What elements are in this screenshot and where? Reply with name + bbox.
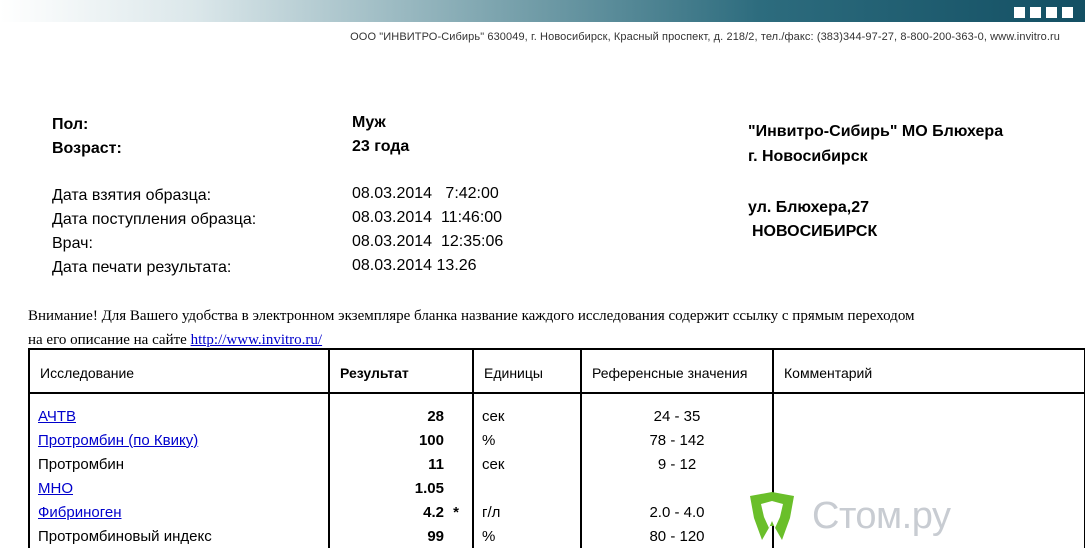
lab-city-caps: НОВОСИБИРСК xyxy=(752,223,878,240)
sample-received-label: Дата поступления образца: xyxy=(52,211,257,228)
result-value: 99 xyxy=(427,527,444,545)
result-cell xyxy=(329,476,473,500)
banner-square xyxy=(1030,7,1041,18)
table-header-row xyxy=(29,349,1085,393)
test-name-cell xyxy=(29,500,329,524)
reference-cell: 80 - 120 xyxy=(581,524,773,548)
notice-line-1: Внимание! Для Вашего удобства в электронном экземпляре бланка название каждого исследования содержит ссылку с прямым переходом xyxy=(28,308,915,324)
sample-taken-value: 08.03.2014 7:42:00 xyxy=(352,185,499,202)
result-value: 11 xyxy=(428,455,444,473)
test-name-cell: Протромбин xyxy=(29,452,329,476)
notice xyxy=(28,304,1028,352)
reference-cell xyxy=(581,476,773,500)
unit-cell: % xyxy=(473,428,581,452)
unit-cell: сек xyxy=(473,452,581,476)
header-test: Исследование xyxy=(29,349,329,393)
result-cell xyxy=(329,452,473,476)
header-units: Единицы xyxy=(473,349,581,393)
watermark-text: Стом.ру xyxy=(812,494,951,537)
test-name-cell xyxy=(29,476,329,500)
doctor-value: 08.03.2014 12:35:06 xyxy=(352,233,504,250)
unit-cell: сек xyxy=(473,393,581,428)
comment-cell xyxy=(773,428,1085,452)
doctor-label: Врач: xyxy=(52,235,93,252)
unit-cell xyxy=(473,476,581,500)
test-name-cell xyxy=(29,428,329,452)
age-value: 23 года xyxy=(352,138,410,155)
reference-cell: 9 - 12 xyxy=(581,452,773,476)
banner-square xyxy=(1014,7,1025,18)
lab-city: г. Новосибирск xyxy=(748,148,868,165)
company-line: ООО "ИНВИТРО-Сибирь" 630049, г. Новосибирск, Красный проспект, д. 218/2, тел./факс: (383)344-97-27, 8-800-200-363-0, www.invitro.ru xyxy=(350,31,1060,43)
header-comment: Комментарий xyxy=(773,349,1085,393)
sex-label: Пол: xyxy=(52,116,89,133)
header-banner xyxy=(0,0,1085,22)
unit-cell: г/л xyxy=(473,500,581,524)
result-cell xyxy=(329,500,473,524)
test-name-cell xyxy=(29,393,329,428)
printed-label: Дата печати результата: xyxy=(52,259,232,276)
reference-cell: 78 - 142 xyxy=(581,428,773,452)
sex-value: Муж xyxy=(352,114,386,131)
result-flag: * xyxy=(453,503,459,521)
unit-cell: % xyxy=(473,524,581,548)
banner-squares xyxy=(1014,7,1073,18)
result-value: 4.2 xyxy=(423,503,444,521)
lab-name: "Инвитро-Сибирь" МО Блюхера xyxy=(748,123,1004,140)
age-label: Возраст: xyxy=(52,140,122,157)
banner-square xyxy=(1062,7,1073,18)
comment-cell xyxy=(773,452,1085,476)
printed-value: 08.03.2014 13.26 xyxy=(352,257,477,274)
lab-street: ул. Блюхера,27 xyxy=(748,199,869,216)
test-link-prothrombin-quick[interactable]: Протромбин (по Квику) xyxy=(38,431,199,449)
sample-taken-label: Дата взятия образца: xyxy=(52,187,212,204)
table-row xyxy=(29,393,1085,428)
invitro-link[interactable]: http://www.invitro.ru/ xyxy=(190,332,323,348)
table-row xyxy=(29,428,1085,452)
test-link-aptt[interactable]: АЧТВ xyxy=(38,407,76,425)
result-cell xyxy=(329,524,473,548)
notice-line-2-text: на его описание на сайте xyxy=(28,332,191,348)
watermark xyxy=(746,490,950,542)
header-reference: Референсные значения xyxy=(581,349,773,393)
result-value: 1.05 xyxy=(414,479,444,497)
sample-received-value: 08.03.2014 11:46:00 xyxy=(352,209,503,226)
table-row xyxy=(29,452,1085,476)
test-link-inr[interactable]: МНО xyxy=(38,479,73,497)
reference-cell: 24 - 35 xyxy=(581,393,773,428)
result-value: 28 xyxy=(427,407,444,425)
test-name-cell: Протромбиновый индекс xyxy=(29,524,329,548)
banner-square xyxy=(1046,7,1057,18)
header-result: Результат xyxy=(329,349,473,393)
tooth-logo-icon xyxy=(746,490,798,542)
comment-cell xyxy=(773,393,1085,428)
test-link-fibrinogen[interactable]: Фибриноген xyxy=(38,503,122,521)
result-cell xyxy=(329,393,473,428)
result-cell xyxy=(329,428,473,452)
result-value: 100 xyxy=(418,431,444,449)
reference-cell: 2.0 - 4.0 xyxy=(581,500,773,524)
